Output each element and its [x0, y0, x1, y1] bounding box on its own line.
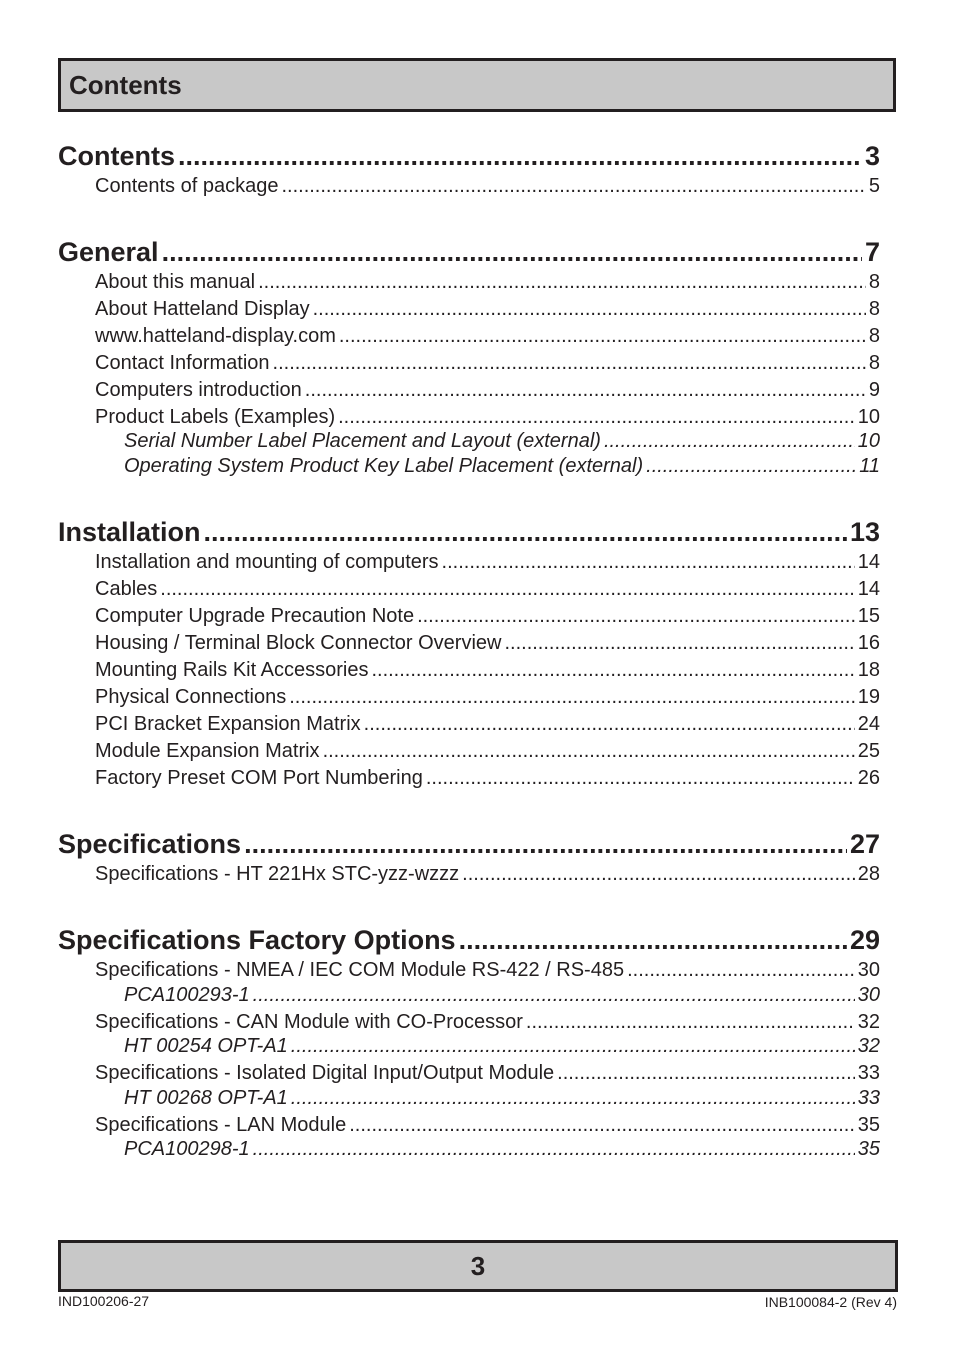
toc-section-entry: [58, 237, 880, 268]
toc-entry-page: 29: [849, 925, 880, 955]
toc-dot-leader: [313, 298, 866, 321]
toc-entry-label: Specifications - LAN Module: [95, 1114, 347, 1136]
toc-dot-leader: [462, 863, 855, 886]
toc-entry-label: Cables: [95, 578, 158, 600]
toc-entry-label: HT 00268 OPT-A1: [124, 1087, 288, 1109]
toc-entry-label: Product Labels (Examples): [95, 406, 336, 428]
document-id-right: INB100084-2 (Rev 4): [764, 1294, 897, 1310]
toc-dot-leader: [273, 352, 866, 375]
toc-dot-leader: [417, 605, 855, 628]
toc-entry: [58, 1062, 880, 1085]
toc-dot-leader: [204, 517, 847, 548]
toc-entry-page: 19: [857, 686, 880, 708]
toc-entry-label: Serial Number Label Placement and Layout (external): [124, 430, 601, 452]
toc-dot-leader: [604, 430, 855, 453]
toc-entry-page: 27: [849, 829, 880, 859]
toc-entry-label: Specifications - HT 221Hx STC-yzz-wzzz: [95, 863, 460, 885]
toc-entry-label: Module Expansion Matrix: [95, 740, 320, 762]
toc-entry-label: PCA100293-1: [124, 984, 250, 1006]
toc-subentry: [58, 1138, 880, 1161]
toc-subentry: [58, 430, 880, 453]
toc-dot-leader: [289, 686, 855, 709]
toc-entry: [58, 175, 880, 198]
toc-entry-page: 8: [868, 325, 880, 347]
toc-entry-label: Specifications Factory Options: [58, 925, 456, 955]
toc-entry-label: Operating System Product Key Label Placement (external): [124, 455, 644, 477]
toc-entry-label: About this manual: [95, 271, 256, 293]
header-bar: [58, 58, 896, 112]
toc-entry-page: 25: [857, 740, 880, 762]
toc-dot-leader: [426, 767, 855, 790]
toc-entry-label: Computer Upgrade Precaution Note: [95, 605, 415, 627]
toc-entry-label: Factory Preset COM Port Numbering: [95, 767, 423, 789]
toc-entry-label: Installation and mounting of computers: [95, 551, 439, 573]
toc-entry-page: 3: [864, 141, 880, 171]
toc-entry-label: Specifications: [58, 829, 242, 859]
toc-entry-page: 8: [868, 352, 880, 374]
toc-entry: [58, 578, 880, 601]
footer-bar: [58, 1240, 898, 1292]
toc-dot-leader: [305, 379, 866, 402]
toc-dot-leader: [291, 1087, 855, 1110]
toc-entry: [58, 863, 880, 886]
toc-entry-label: Specifications - NMEA / IEC COM Module RS-422 / RS-485: [95, 959, 625, 981]
toc-entry-label: Physical Connections: [95, 686, 287, 708]
toc-entry-label: PCA100298-1: [124, 1138, 250, 1160]
toc-entry: [58, 298, 880, 321]
toc-entry-page: 33: [857, 1062, 880, 1084]
toc-entry-label: Contents of package: [95, 175, 279, 197]
toc-entry-page: 28: [857, 863, 880, 885]
toc-dot-leader: [244, 829, 847, 860]
toc-section-entry: [58, 517, 880, 548]
document-id-left: IND100206-27: [58, 1293, 150, 1309]
toc-entry-page: 35: [857, 1138, 880, 1160]
toc-dot-leader: [646, 455, 856, 478]
toc-entry: [58, 271, 880, 294]
toc-entry: [58, 325, 880, 348]
toc-subentry: [58, 1035, 880, 1058]
toc-entry: [58, 1011, 880, 1034]
toc-dot-leader: [627, 959, 855, 982]
toc-entry: [58, 959, 880, 982]
toc-entry-page: 26: [857, 767, 880, 789]
toc-section-entry: [58, 925, 880, 956]
toc-entry-page: 5: [868, 175, 880, 197]
toc-entry: [58, 406, 880, 429]
toc-subentry: [58, 455, 880, 478]
toc-entry: [58, 352, 880, 375]
toc-entry-label: www.hatteland-display.com: [95, 325, 336, 347]
toc-dot-leader: [364, 713, 855, 736]
toc-entry: [58, 659, 880, 682]
toc-entry: [58, 605, 880, 628]
toc-dot-leader: [323, 740, 855, 763]
toc-entry-page: 15: [857, 605, 880, 627]
toc-entry-page: 32: [857, 1011, 880, 1033]
toc-entry-page: 11: [859, 455, 880, 477]
toc-entry: [58, 551, 880, 574]
toc-entry-page: 18: [857, 659, 880, 681]
toc-dot-leader: [258, 271, 866, 294]
toc-entry: [58, 713, 880, 736]
toc-dot-leader: [459, 925, 847, 956]
toc-entry-page: 30: [857, 984, 880, 1006]
toc-dot-leader: [526, 1011, 855, 1034]
toc-entry-label: Housing / Terminal Block Connector Overview: [95, 632, 502, 654]
toc-entry-label: HT 00254 OPT-A1: [124, 1035, 288, 1057]
toc-entry-page: 8: [868, 298, 880, 320]
toc-dot-leader: [253, 1138, 855, 1161]
toc-dot-leader: [339, 325, 866, 348]
toc-entry-label: About Hatteland Display: [95, 298, 310, 320]
page-number: 3: [470, 1251, 486, 1281]
toc-entry-label: Specifications - Isolated Digital Input/Output Module: [95, 1062, 555, 1084]
toc-dot-leader: [442, 551, 855, 574]
toc-entry-page: 8: [868, 271, 880, 293]
toc-entry-label: Contact Information: [95, 352, 270, 374]
toc-entry-page: 13: [849, 517, 880, 547]
toc-entry-page: 35: [857, 1114, 880, 1136]
toc-dot-leader: [349, 1114, 855, 1137]
toc-entry-label: Installation: [58, 517, 201, 547]
toc-entry-label: Computers introduction: [95, 379, 302, 401]
toc-entry: [58, 632, 880, 655]
toc-entry-page: 33: [857, 1087, 880, 1109]
toc-dot-leader: [253, 984, 855, 1007]
toc-entry-page: 14: [857, 551, 880, 573]
toc-entry-page: 24: [857, 713, 880, 735]
toc-entry-label: PCI Bracket Expansion Matrix: [95, 713, 361, 735]
toc-entry-page: 32: [857, 1035, 880, 1057]
toc-entry-label: Contents: [58, 141, 175, 171]
toc-entry-page: 16: [857, 632, 880, 654]
toc-entry-page: 10: [857, 430, 880, 452]
toc-dot-leader: [504, 632, 854, 655]
toc-entry: [58, 379, 880, 402]
toc-dot-leader: [557, 1062, 855, 1085]
toc-entry: [58, 686, 880, 709]
toc-entry-page: 14: [857, 578, 880, 600]
toc-entry-label: Specifications - CAN Module with CO-Processor: [95, 1011, 523, 1033]
toc-dot-leader: [162, 237, 862, 268]
toc-section-entry: [58, 829, 880, 860]
toc-entry: [58, 740, 880, 763]
toc-dot-leader: [338, 406, 855, 429]
page-title: Contents: [69, 70, 182, 100]
toc-entry-page: 9: [868, 379, 880, 401]
toc-dot-leader: [291, 1035, 855, 1058]
toc-entry: [58, 767, 880, 790]
toc-entry-page: 10: [857, 406, 880, 428]
toc-entry-label: General: [58, 237, 159, 267]
toc-entry-page: 30: [857, 959, 880, 981]
toc-entry: [58, 1114, 880, 1137]
toc-subentry: [58, 984, 880, 1007]
toc-section-entry: [58, 141, 880, 172]
toc-entry-page: 7: [864, 237, 880, 267]
toc-dot-leader: [281, 175, 865, 198]
toc-subentry: [58, 1087, 880, 1110]
toc-entry-label: Mounting Rails Kit Accessories: [95, 659, 369, 681]
toc-dot-leader: [160, 578, 854, 601]
toc-dot-leader: [371, 659, 854, 682]
toc-dot-leader: [178, 141, 862, 172]
